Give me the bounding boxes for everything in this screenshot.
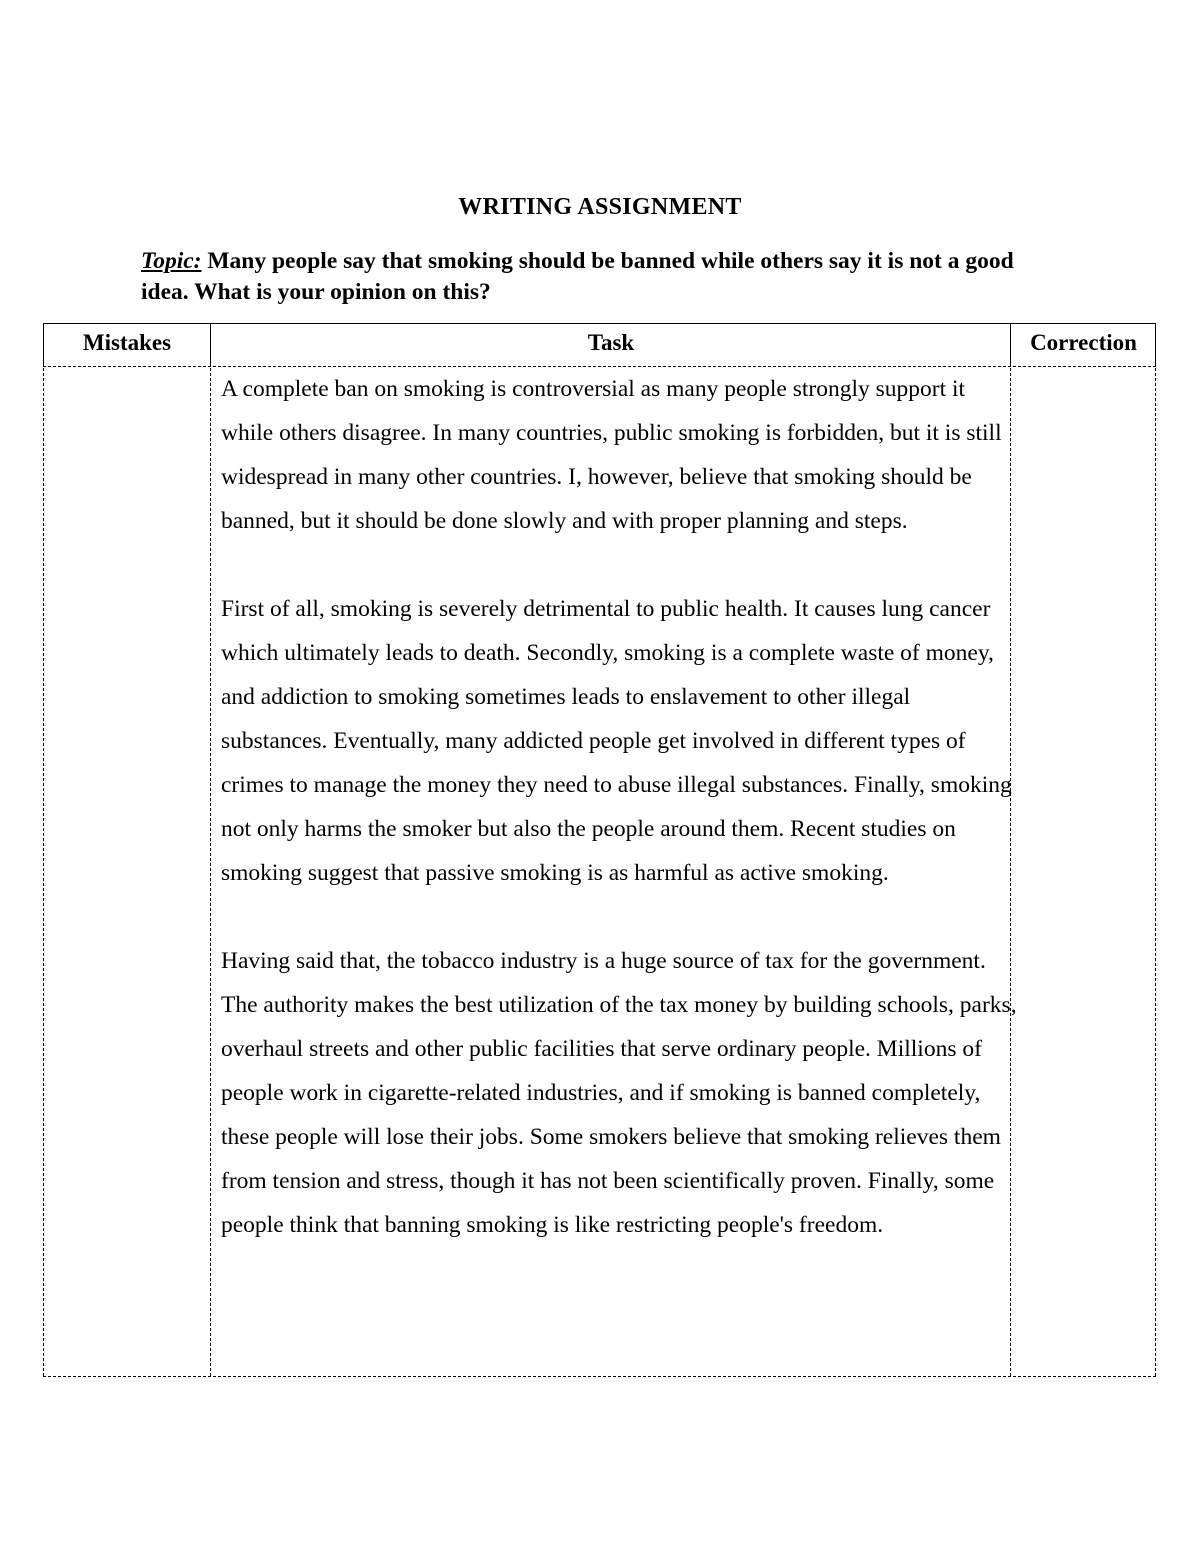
table-right-border <box>1155 368 1156 1376</box>
assignment-table <box>43 323 1156 1378</box>
topic-text: Many people say that smoking should be banned while others say it is not a good idea. What is your opinion on this? <box>141 248 1014 305</box>
topic-label: Topic: <box>141 248 202 274</box>
column-divider-1 <box>210 368 211 1376</box>
task-paragraph-2: First of all, smoking is severely detrimental to public health. It causes lung cancer which ultimately leads to death. Secondly, smoking is a complete waste of money, and addiction to smoking sometimes leads to enslavement to other illegal substances. Eventually, many addicted people get involved in different types of crimes to manage the money they need to abuse illegal substances. Finally, smoking not only harms the smoker but also the people around them. Recent studies on smoking suggest that passive smoking is as harmful as active smoking. <box>221 596 1012 886</box>
mistakes-cell <box>45 369 209 1375</box>
topic-paragraph <box>141 246 1061 308</box>
header-mistakes: Mistakes <box>82 330 172 355</box>
header-task: Task <box>587 330 635 355</box>
correction-cell <box>1013 369 1154 1375</box>
table-left-border <box>43 368 44 1376</box>
header-correction: Correction <box>1030 330 1137 355</box>
task-paragraph-3: Having said that, the tobacco industry is a huge source of tax for the government. The authority makes the best utilization of the tax money by building schools, parks, overhaul streets and other public facilities that serve ordinary people. Millions of people work in cigarette-related industries, and if smoking is banned completely, these people will lose their jobs. Some smokers believe that smoking relieves them from tension and stress, though it has not been scientifically proven. Finally, some people think that banning smoking is like restricting people's freedom. <box>221 948 1017 1238</box>
page-title: WRITING ASSIGNMENT <box>458 194 742 220</box>
task-cell <box>221 367 1021 1247</box>
table-bottom-border <box>43 1376 1156 1377</box>
task-paragraph-1: A complete ban on smoking is controversial as many people strongly support it while others disagree. In many countries, public smoking is forbidden, but it is still widespread in many other countries. I, however, believe that smoking should be banned, but it should be done slowly and with proper planning and steps. <box>221 376 1002 534</box>
